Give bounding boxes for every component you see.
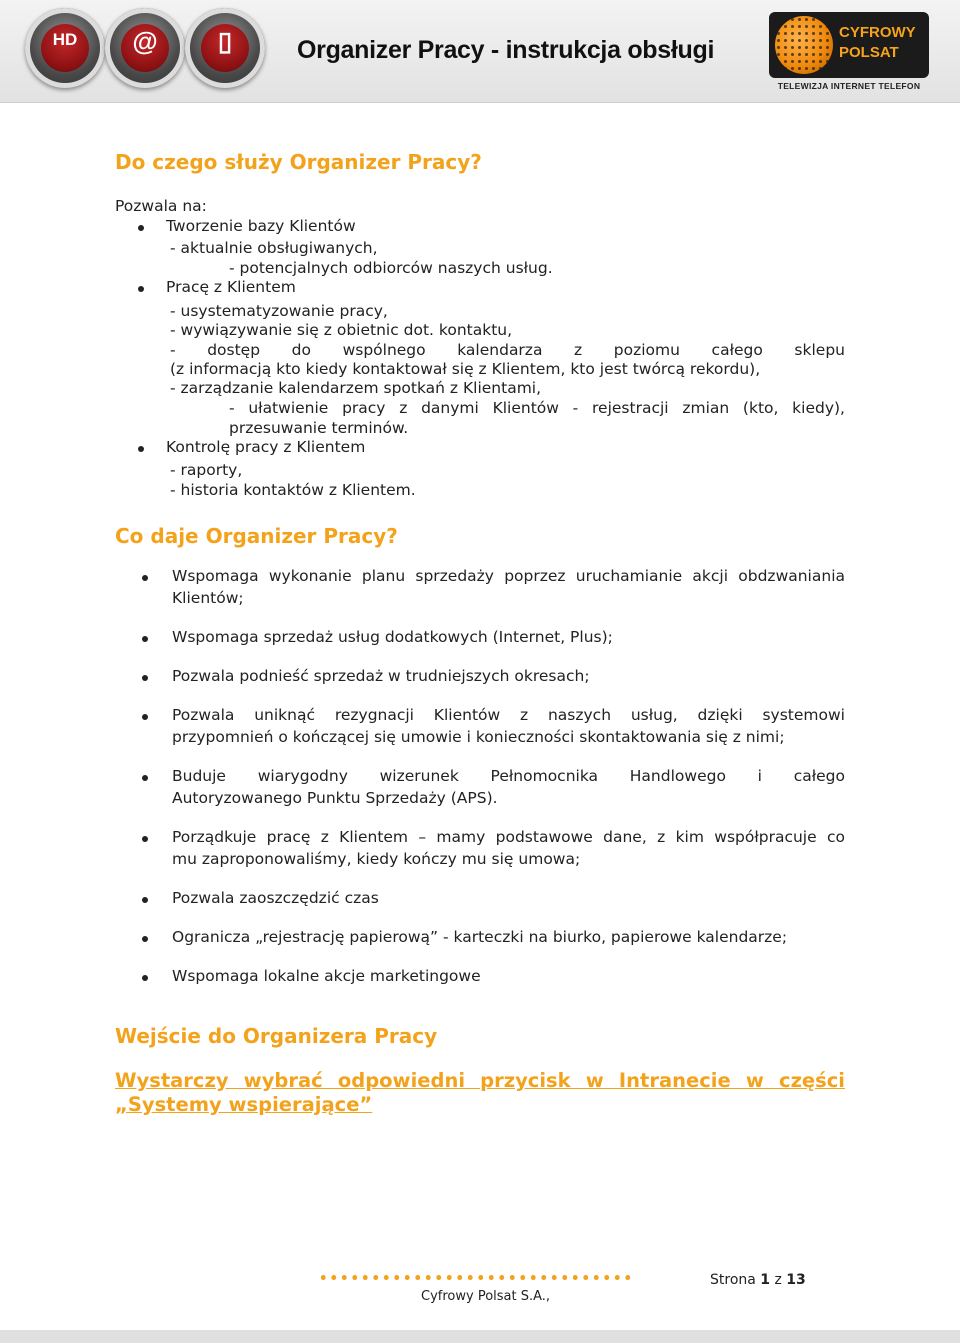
list-subitem: (z informacją kto kiedy kontaktował się z Klientem, kto jest twórcą rekordu),	[170, 360, 761, 378]
bullet-dot	[138, 225, 144, 231]
bullet-dot	[142, 675, 148, 681]
section1-heading: Do czego służy Organizer Pracy?	[115, 150, 482, 174]
list-subitem: - potencjalnych odbiorców naszych usług.	[229, 259, 553, 277]
section1-intro: Pozwala na:	[115, 197, 207, 215]
list-item-continued: Autoryzowanego Punktu Sprzedaży (APS).	[172, 789, 498, 807]
list-item: Pozwala zaoszczędzić czas	[172, 889, 379, 907]
list-item-continued: Klientów;	[172, 589, 244, 607]
list-item-continued: przypomnień o kończącej się umowie i konieczności skontaktowania się z nimi;	[172, 728, 785, 746]
page-header	[0, 0, 960, 103]
lte-icon: @	[105, 8, 185, 88]
hd-icon: HD	[25, 8, 105, 88]
list-item: Buduje wiarygodny wizerunek Pełnomocnika Handlowego i całego	[172, 767, 845, 785]
list-item-continued: mu zaproponowaliśmy, kiedy kończy mu się umowa;	[172, 850, 581, 868]
list-item: Wspomaga wykonanie planu sprzedaży poprzez uruchamianie akcji obdzwaniania	[172, 567, 845, 585]
list-subitem: - ułatwienie pracy z danymi Klientów - rejestracji zmian (kto, kiedy),	[229, 399, 845, 417]
list-item: Pozwala uniknąć rezygnacji Klientów z naszych usług, dzięki systemowi	[172, 706, 845, 724]
list-item: Pozwala podnieść sprzedaż w trudniejszych okresach;	[172, 667, 590, 685]
list-item: Ogranicza „rejestrację papierową” - karteczki na biurko, papierowe kalendarze;	[172, 928, 788, 946]
footer-company: Cyfrowy Polsat S.A.,	[421, 1289, 551, 1304]
bullet-dot	[142, 714, 148, 720]
footer-dots-divider	[318, 1274, 634, 1281]
bullet-dot	[138, 446, 144, 452]
list-subitem: - aktualnie obsługiwanych,	[170, 239, 378, 257]
bullet-dot	[142, 636, 148, 642]
bullet-dot	[138, 286, 144, 292]
list-item: Kontrolę pracy z Klientem	[166, 438, 366, 456]
list-subitem: - dostęp do wspólnego kalendarza z poziomu całego sklepu	[170, 341, 845, 359]
bullet-dot	[142, 975, 148, 981]
bullet-dot	[142, 836, 148, 842]
list-item: Wspomaga sprzedaż usług dodatkowych (Internet, Plus);	[172, 628, 613, 646]
list-subitem: - zarządzanie kalendarzem spotkań z Klientami,	[170, 379, 542, 397]
list-subitem: przesuwanie terminów.	[229, 419, 409, 437]
list-subitem: - raporty,	[170, 461, 243, 479]
list-item: Porządkuje pracę z Klientem – mamy podstawowe dane, z kim współpracuje co	[172, 828, 845, 846]
phone-icon: ▯	[185, 8, 265, 88]
logo-tagline: TELEWIZJA INTERNET TELEFON	[777, 81, 921, 91]
section2-heading: Co daje Organizer Pracy?	[115, 524, 398, 548]
list-subitem: - usystematyzowanie pracy,	[170, 302, 388, 320]
bullet-dot	[142, 575, 148, 581]
list-item: Wspomaga lokalne akcje marketingowe	[172, 967, 481, 985]
list-subitem: - historia kontaktów z Klientem.	[170, 481, 416, 499]
cyfrowy-polsat-logo: CYFROWY POLSAT	[769, 12, 929, 78]
bullet-dot	[142, 775, 148, 781]
bullet-dot	[142, 897, 148, 903]
list-item: Tworzenie bazy Klientów	[166, 217, 356, 235]
list-item: Pracę z Klientem	[166, 278, 296, 296]
page-number: Strona 1 z 13	[710, 1272, 806, 1288]
section3-heading: Wejście do Organizera Pracy	[115, 1024, 438, 1048]
bottom-bar	[0, 1330, 960, 1343]
logo-ball-icon	[775, 16, 833, 74]
list-subitem: - wywiązywanie się z obietnic dot. kontaktu,	[170, 321, 513, 339]
bullet-dot	[142, 936, 148, 942]
intranet-link-line1[interactable]: Wystarczy wybrać odpowiedni przycisk w Intranecie w części	[115, 1069, 845, 1092]
intranet-link-line2[interactable]: „Systemy wspierające”	[115, 1093, 373, 1116]
page-title: Organizer Pracy - instrukcja obsługi	[297, 36, 715, 64]
